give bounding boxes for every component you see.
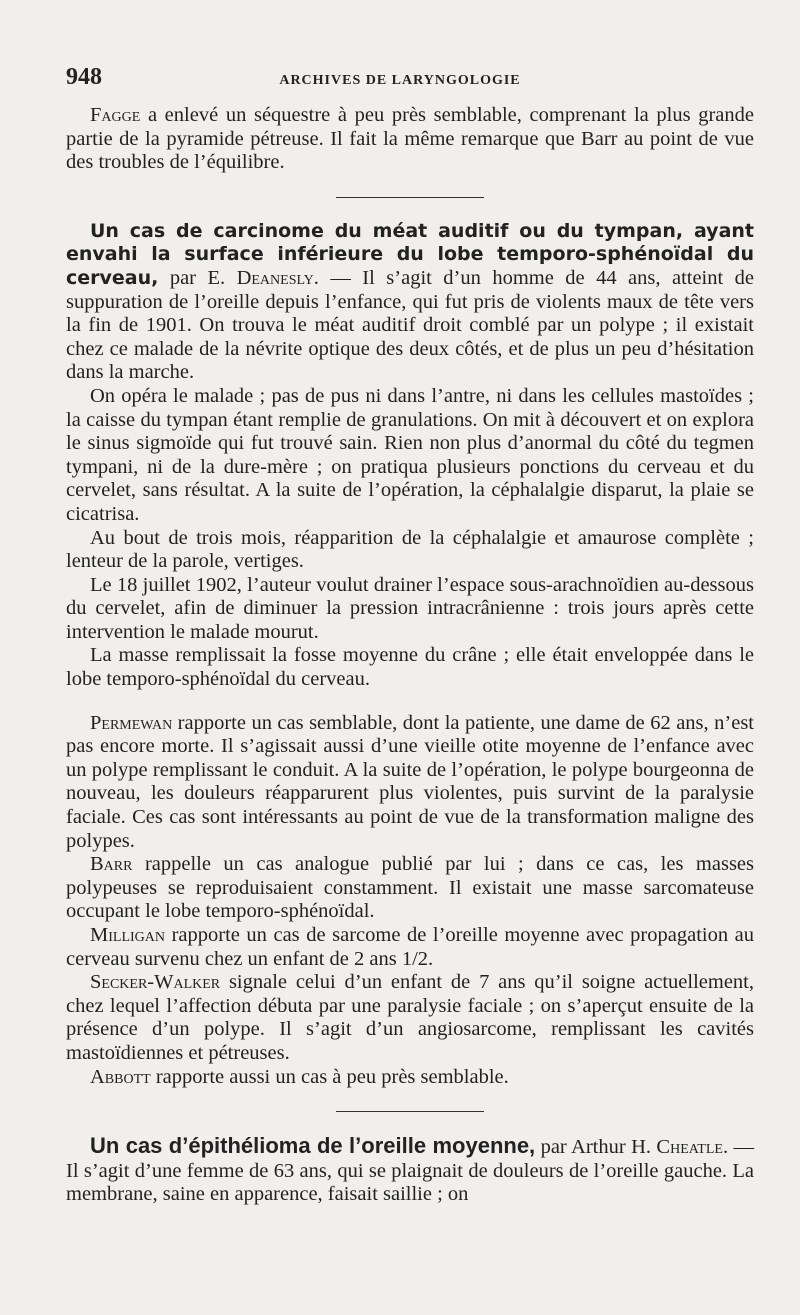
paragraph: Le 18 juillet 1902, l’auteur voulut drainer l’espace sous-arachnoïdien au-dessous du cervelet, afin de diminuer la pression intracrânienne : trois jours après cette intervention le malade mourut. [66, 573, 754, 643]
paragraph-abbott: Abbott rapporte aussi un cas à peu près semblable. [90, 1065, 509, 1088]
paragraph: Au bout de trois mois, réapparition de la céphalalgie et amaurose complète ; lenteur de la parole, vertiges. [66, 526, 754, 573]
paragraph-fagge [66, 104, 754, 175]
paragraph-barr: Barr rappelle un cas analogue publié par lui ; dans ce cas, les masses polypeuses se reproduisaient constamment. Il existait une masse sarcomateuse occupant le lobe temporo-sphénoïdal. [66, 853, 754, 923]
author-name: Barr [90, 853, 133, 876]
paragraph-text: . — Il s’agit d’un homme de 44 ans, atteint de suppuration de l’oreille depuis l’enfance, qui fut pris de violents maux de tête vers la fin de 1901. On trouva le méat auditif droit comblé par un polype ; il existait chez ce malade de la névrite optique des deux côtés, et de plus un peu d’hésitation dans la marche. [66, 266, 755, 384]
author-name: Abbott [90, 1065, 151, 1088]
paragraph: On opéra le malade ; pas de pus ni dans l’antre, ni dans les cellules mastoïdes ; la caisse du tympan étant remplie de granulations. On mit à découvert et on explora le sinus sigmoïde qui fut trouvé sain. Rien non plus d’anormal du côté du tegmen tympani, ni de la dure-mère ; on pratiqua plusieurs ponctions du cerveau et du cervelet, sans résultat. A la suite de l’opération, la céphalalgie disparut, la plaie se cicatrisa. [66, 384, 754, 525]
paragraph-permewan: Permewan rapporte un cas semblable, dont la patiente, une dame de 62 ans, n’est pas encore morte. Il s’agissait aussi d’une vieille otite moyenne de l’enfance avec un polype remplissant le conduit. A la suite de l’opération, le polype bourgeonna de nouveau, les douleurs réapparurent plus violentes, puis survint de la paralysie faciale. Ces cas sont intéressants au point de vue de la transformation maligne des polypes. [66, 711, 754, 852]
paragraph-secker-walker: Secker-Walker signale celui d’un enfant de 7 ans qu’il soigne actuellement, chez lequel l’affection débuta par une paralysie faciale ; on s’aperçut ensuite de la présence d’un polype. Il s’agit d’un angiosarcome, remplissant les cavités mastoïdiennes et pétreuses. [66, 971, 754, 1064]
paragraph: La masse remplissait la fosse moyenne du crâne ; elle était enveloppée dans le lobe temporo-sphénoïdal du cerveau. [66, 644, 754, 691]
paragraph-milligan: Milligan rapporte un cas de sarcome de l’oreille moyenne avec propagation au cerveau survenu chez un enfant de 2 ans 1/2. [66, 924, 754, 970]
paragraph-text: a enlevé un séquestre à peu près semblable, comprenant la plus grande partie de la pyramide pétreuse. Il fait la même remarque que Barr au point de vue des troubles de l’équilibre. [66, 104, 754, 174]
journal-title: ARCHIVES DE LARYNGOLOGIE [279, 73, 521, 88]
paragraph-text: . — Il s’agit d’une femme de 63 ans, qui se plaignait de douleurs de l’oreille gauche. La membrane, saine en apparence, faisait saillie ; on [66, 1136, 754, 1206]
author-name: Permewan [90, 711, 173, 734]
section-divider [336, 1111, 484, 1112]
section-divider [336, 197, 484, 198]
article-heading-epithelioma: Un cas d’épithélioma de l’oreille moyenne, par Arthur H. Cheatle. — Il s’agit d’une femme de 63 ans, qui se plaignait de douleurs de l’oreille gauche. La membrane, saine en apparence, faisait saillie ; on [66, 1133, 754, 1206]
running-head [66, 64, 754, 104]
body-text [66, 104, 754, 1207]
paragraph-gap [66, 692, 754, 712]
article-title: Un cas d’épithélioma de l’oreille moyenne, [90, 1133, 536, 1159]
article-heading-carcinome: Un cas de carcinome du méat auditif ou du tympan, ayant envahi la surface inférieure du lobe temporo-sphénoïdal du cerveau, par E. Deanesly. — Il s’agit d’un homme de 44 ans, atteint de suppuration de l’oreille depuis l’enfance, qui fut pris de violents maux de tête vers la fin de 1901. On trouva le méat auditif droit comblé par un polype ; il existait chez ce malade de la névrite optique des deux côtés, et de plus un peu d’hésitation dans la marche. [66, 219, 755, 384]
article-title: Un cas de carcinome du méat auditif ou du tympan, ayant envahi la surface inférieure du lobe temporo-sphénoïdal du cerveau, [66, 219, 754, 289]
author-name: Cheatle [656, 1136, 723, 1159]
author-name: Secker-Walker [90, 971, 221, 994]
author-name: Fagge [90, 104, 141, 126]
author-name: Deanesly [236, 266, 314, 289]
page-number: 948 [66, 64, 102, 90]
author-name: Milligan [90, 924, 165, 946]
